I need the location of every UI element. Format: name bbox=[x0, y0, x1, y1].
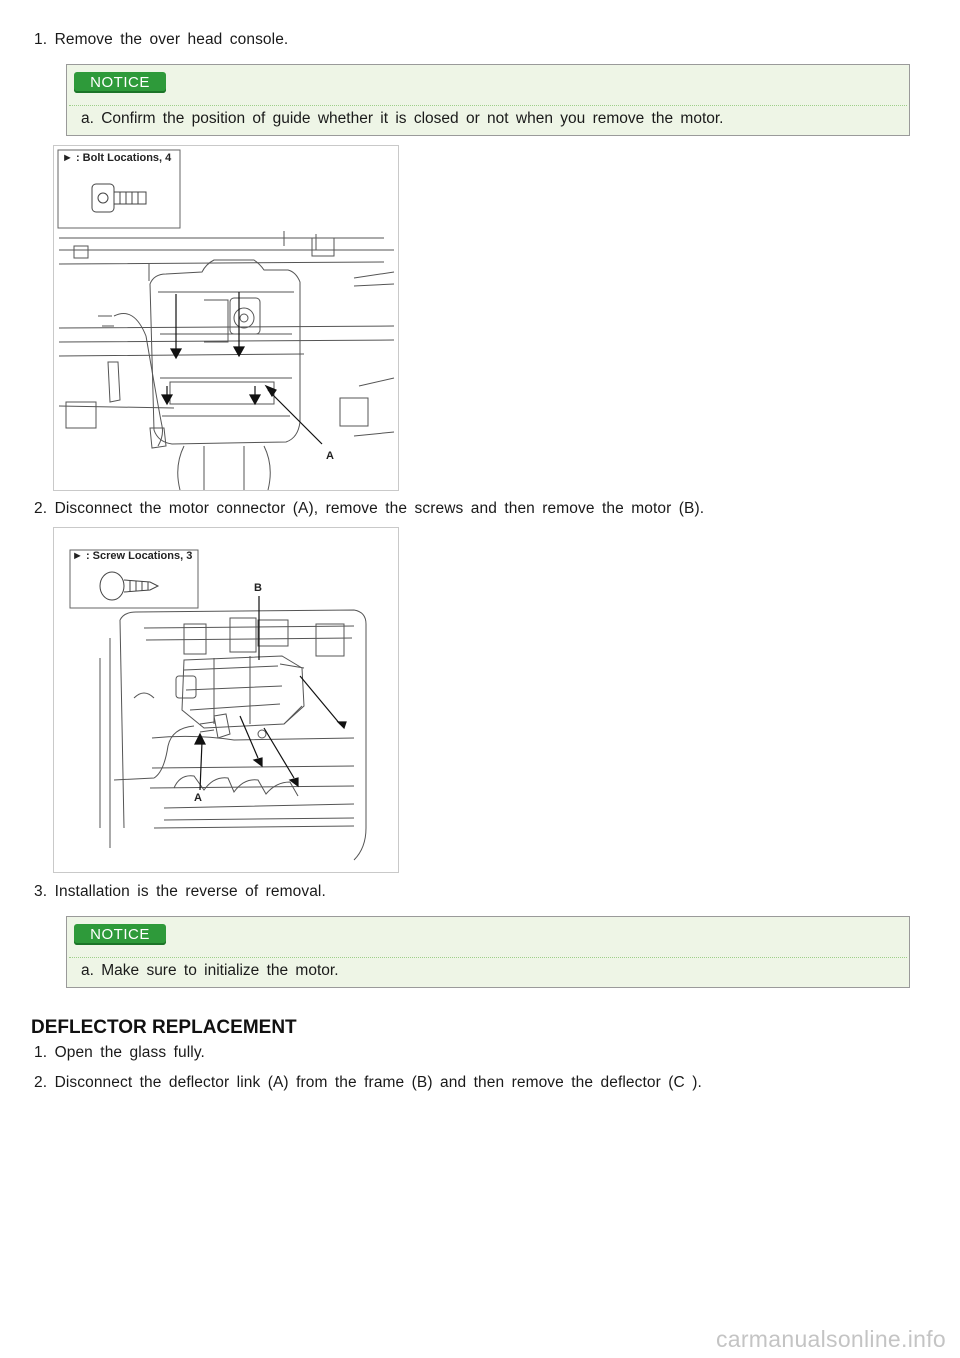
bolt-icon bbox=[92, 184, 146, 212]
step-number: 2. bbox=[34, 1074, 48, 1091]
step-2 bbox=[34, 500, 704, 518]
figure-1-illustration bbox=[54, 146, 398, 490]
figure-2-illustration bbox=[54, 528, 398, 872]
notice-badge: NOTICE bbox=[74, 72, 166, 93]
step-text: Installation is the reverse of removal. bbox=[54, 883, 326, 900]
figure-label-a: A bbox=[194, 792, 202, 804]
step-number: 1. bbox=[34, 1044, 48, 1061]
figure-screw-locations bbox=[53, 527, 399, 873]
step-text: Disconnect the deflector link (A) from the frame (B) and then remove the deflector (C ). bbox=[54, 1074, 702, 1091]
section-heading: DEFLECTOR REPLACEMENT bbox=[31, 1017, 297, 1038]
notice-text: a. Make sure to initialize the motor. bbox=[81, 962, 339, 979]
deflector-step-2 bbox=[34, 1074, 702, 1092]
notice-box-2 bbox=[66, 916, 910, 988]
notice-box-1 bbox=[66, 64, 910, 136]
step-number: 2. bbox=[34, 500, 48, 517]
notice-text: a. Confirm the position of guide whether it is closed or not when you remove the motor. bbox=[81, 110, 724, 127]
figure-caption: ► : Bolt Locations, 4 bbox=[62, 152, 172, 164]
notice-separator bbox=[69, 105, 907, 106]
deflector-step-1 bbox=[34, 1044, 205, 1062]
step-text: Open the glass fully. bbox=[54, 1044, 205, 1061]
screw-icon bbox=[100, 572, 158, 600]
figure-bolt-locations bbox=[53, 145, 399, 491]
step-text: Disconnect the motor connector (A), remove the screws and then remove the motor (B). bbox=[54, 500, 705, 517]
step-number: 3. bbox=[34, 883, 48, 900]
figure-label-a: A bbox=[326, 450, 334, 462]
step-3 bbox=[34, 883, 326, 901]
notice-badge: NOTICE bbox=[74, 924, 166, 945]
notice-separator bbox=[69, 957, 907, 958]
step-1 bbox=[34, 31, 288, 49]
step-number: 1. bbox=[34, 31, 48, 48]
figure-caption: ► : Screw Locations, 3 bbox=[72, 550, 193, 562]
step-text: Remove the over head console. bbox=[54, 31, 289, 48]
figure-label-b: B bbox=[254, 582, 262, 594]
watermark[interactable]: carmanualsonline.info bbox=[715, 1326, 946, 1352]
